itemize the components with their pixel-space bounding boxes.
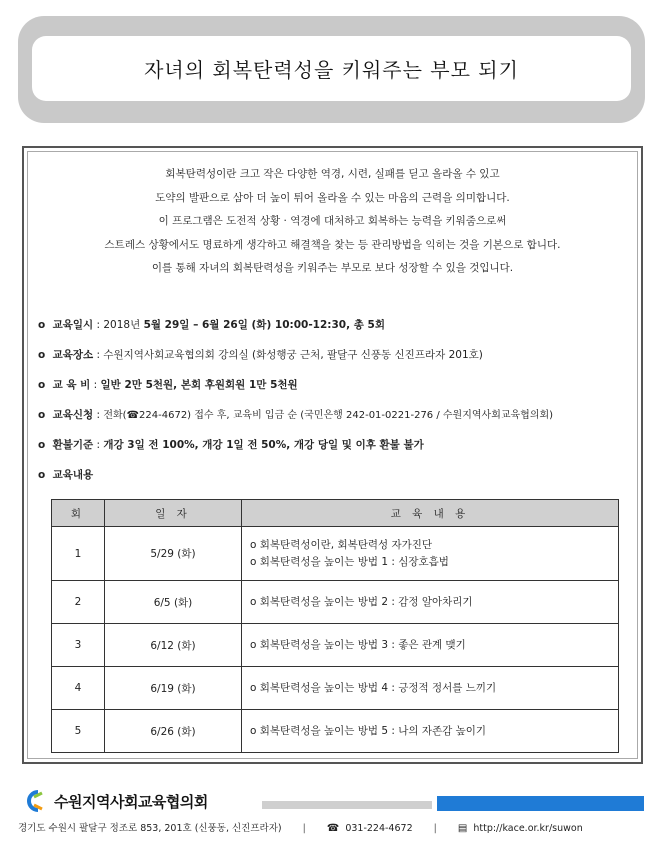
info-value-bold: 개강 3일 전 100%, 개강 1일 전 50%, 개강 당일 및 이후 환불 불가 [103,439,424,451]
session-date: 6/19 (화) [105,667,242,710]
session-number: 2 [52,581,105,624]
content-item: o 회복탄력성을 높이는 방법 3 : 좋은 관계 맺기 [250,638,466,651]
kace-logo-icon [24,790,50,812]
bullet-mark: o [38,409,46,421]
info-label: 환불기준 [52,439,94,451]
footer-separator: | [433,823,437,834]
session-content [242,710,619,753]
intro-text [24,163,641,281]
info-label: 교육장소 [52,349,94,361]
session-date: 6/26 (화) [105,710,242,753]
content-item: o 회복탄력성을 높이는 방법 1 : 심장호흡법 [250,555,449,568]
content-item: o 회복탄력성을 높이는 방법 4 : 긍정적 정서를 느끼기 [250,681,497,694]
intro-line: 이 프로그램은 도전적 상황 · 역경에 대처하고 회복하는 능력을 키워줌으로써 [158,215,507,227]
bullet-mark: o [38,379,46,391]
organization-logo [24,790,208,812]
header-content: 교 육 내 용 [242,500,619,527]
table-row [52,710,619,753]
info-label: 교 육 비 [52,379,91,391]
title-banner [18,16,645,123]
bullet-mark: o [38,439,46,451]
page-title: 자녀의 회복탄력성을 키워주는 부모 되기 [32,36,631,101]
session-date: 5/29 (화) [105,527,242,581]
info-date: o 교육일시 : 2018년 5월 29일 – 6월 26일 (화) 10:00-12:30, 총 5회 [38,319,385,331]
content-item: o 회복탄력성을 높이는 방법 5 : 나의 자존감 높이기 [250,724,487,737]
bullet-mark: o [38,469,46,481]
footer-separator: | [302,823,306,834]
session-date: 6/5 (화) [105,581,242,624]
intro-line: 회복탄력성이란 크고 작은 다양한 역경, 시련, 실패를 딛고 올라올 수 있고 [165,168,500,180]
info-list [38,317,638,497]
session-content [242,527,619,581]
info-label: 교육내용 [52,469,94,481]
header-date: 일 자 [105,500,242,527]
content-item: o 회복탄력성을 높이는 방법 2 : 감정 알아차리기 [250,595,473,608]
header-session: 회 [52,500,105,527]
session-date: 6/12 (화) [105,624,242,667]
footer-url[interactable]: http://kace.or.kr/suwon [473,823,583,834]
table-row [52,667,619,710]
info-place: o 교육장소 : 수원지역사회교육협의회 강의실 (화성행궁 근처, 팔달구 신풍동 신진프라자 201호) [38,349,483,361]
info-label: 교육일시 [52,319,94,331]
footer-address: 경기도 수원시 팔달구 정조로 853, 201호 (신풍동, 신진프라자) [18,823,282,834]
session-number: 5 [52,710,105,753]
footer-phone: 031-224-4672 [345,823,413,834]
table-header-row [52,500,619,527]
intro-line: 스트레스 상황에서도 명료하게 생각하고 해결책을 찾는 등 관리방법을 익히는 것을 기본으로 합니다. [104,238,561,251]
session-number: 4 [52,667,105,710]
info-value-bold: 5월 29일 – 6월 26일 (화) 10:00-12:30, 총 5회 [143,319,385,331]
footer-bar-blue [437,796,644,811]
web-icon: ▤ [457,823,468,834]
info-value: 2018년 [103,319,144,331]
content-item: o 회복탄력성이란, 회복탄력성 자가진단 [250,538,433,551]
session-content [242,624,619,667]
intro-line: 도약의 발판으로 삼아 더 높이 튀어 올라올 수 있는 마음의 근력을 의미합니다. [155,191,510,204]
session-content [242,667,619,710]
main-content-box [22,146,643,764]
table-row [52,624,619,667]
session-number: 3 [52,624,105,667]
table-row [52,581,619,624]
footer-contact [18,820,583,834]
info-value: 전화(☎224-4672) 접수 후, 교육비 입금 순 (국민은행 242-01-0221-276 / 수원지역사회교육협의회) [103,410,554,421]
info-value-bold: 일반 2만 5천원, 본회 후원회원 1만 5천원 [100,379,298,391]
info-refund: o 환불기준 : 개강 3일 전 100%, 개강 1일 전 50%, 개강 당일 및 이후 환불 불가 [38,439,424,451]
session-number: 1 [52,527,105,581]
bullet-mark: o [38,349,46,361]
table-row [52,527,619,581]
info-apply: o 교육신청 : 전화(☎224-4672) 접수 후, 교육비 입금 순 (국민은행 242-01-0221-276 / 수원지역사회교육협의회) [38,409,554,421]
info-content [38,467,638,497]
footer-bar-gray [262,801,432,809]
intro-line: 이를 통해 자녀의 회복탄력성을 키워주는 부모로 보다 성장할 수 있을 것입니다. [151,262,514,274]
schedule-table [51,499,619,753]
info-fee: o 교 육 비 : 일반 2만 5천원, 본회 후원회원 1만 5천원 [38,379,298,391]
bullet-mark: o [38,319,46,331]
info-label: 교육신청 [52,409,94,421]
info-value: 수원지역사회교육협의회 강의실 (화성행궁 근처, 팔달구 신풍동 신진프라자 201호) [103,349,483,361]
organization-name: 수원지역사회교육협의회 [54,792,208,811]
phone-icon: ☎ [326,823,340,834]
session-content [242,581,619,624]
